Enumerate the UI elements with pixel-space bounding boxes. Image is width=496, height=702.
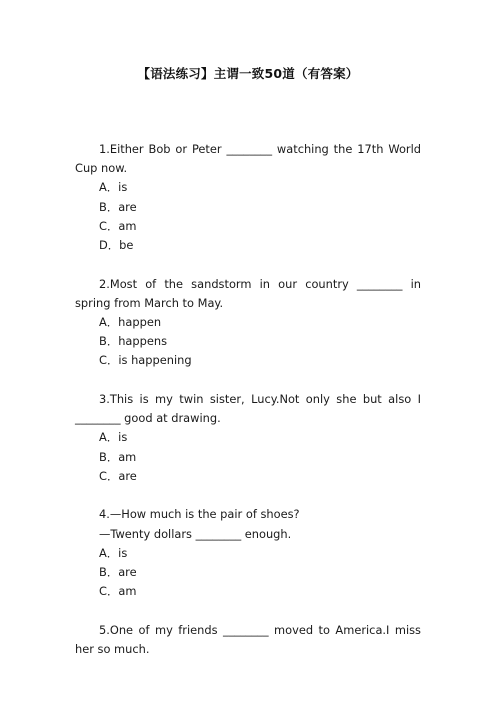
option-a: A．is — [99, 180, 128, 195]
question-3 — [75, 390, 421, 486]
option-d: D．be — [99, 238, 134, 253]
question-5 — [75, 621, 421, 659]
option-c: C．am — [99, 584, 137, 599]
option-c: C．is happening — [99, 353, 192, 368]
option-a: A．is — [99, 430, 128, 445]
question-stem: 4.—How much is the pair of shoes? — [99, 507, 300, 522]
option-a: A．is — [99, 545, 128, 560]
option-b: B．are — [99, 565, 137, 580]
option-b: B．am — [99, 449, 137, 464]
option-c: C．are — [99, 468, 137, 483]
question-2 — [75, 275, 421, 371]
question-1 — [75, 140, 421, 255]
question-stem: 5.One of my friends ________ moved to America.I miss her so much. — [75, 622, 421, 657]
question-list — [75, 140, 421, 679]
question-stem: 3.This is my twin sister, Lucy.Not only she but also I ________ good at drawing. — [75, 392, 421, 426]
question-4 — [75, 505, 421, 601]
option-b: B．happens — [99, 334, 168, 349]
option-b: B．are — [99, 199, 137, 214]
question-stem: 1.Either Bob or Peter ________ watching the 17th World Cup now. — [75, 142, 421, 176]
option-a: A．happen — [99, 315, 162, 330]
option-c: C．am — [99, 218, 137, 233]
document-title: 【语法练习】主谓一致50道（有答案） — [137, 66, 359, 81]
question-stem-reply: —Twenty dollars ________ enough. — [99, 526, 292, 541]
question-stem: 2.Most of the sandstorm in our country ________ in spring from March to May. — [75, 276, 421, 310]
